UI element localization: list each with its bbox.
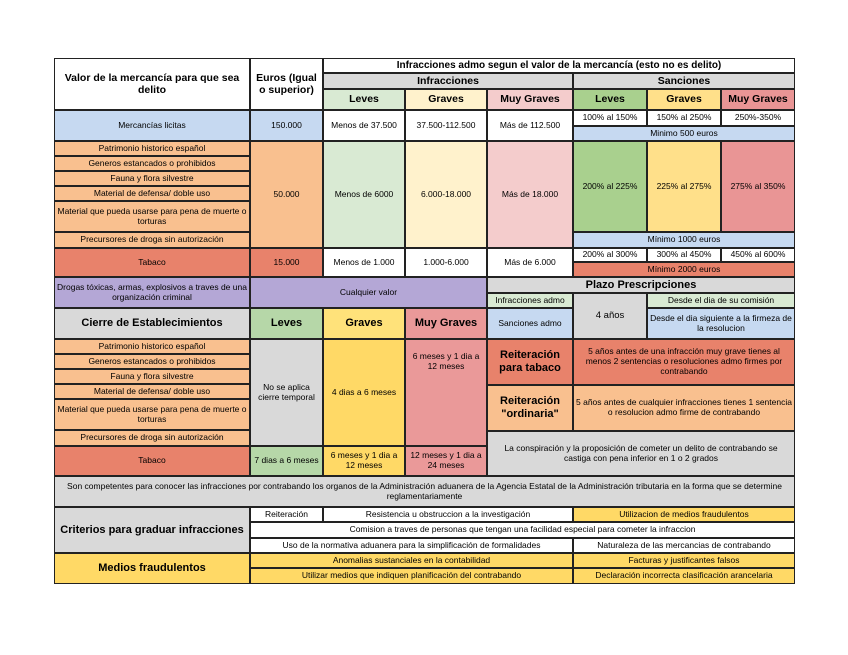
goods-item: Generos estancados o prohibidos — [54, 354, 250, 369]
general-inf-leves: Menos de 6000 — [323, 141, 405, 248]
header-san-leves: Leves — [573, 89, 647, 110]
goods-item: Precursores de droga sin autorización — [54, 430, 250, 446]
general-san-leves: 200% al 225% — [573, 141, 647, 232]
tabaco-san-muy: 450% al 600% — [721, 248, 795, 262]
conspiracion-text: La conspiración y la proposición de cometer un delito de contrabando se castiga con pena inferior en 1 o 2 grados — [487, 431, 795, 476]
licitas-san-graves: 150% al 250% — [647, 110, 721, 126]
goods-item: Material que pueda usarse para pena de muerte o torturas — [54, 399, 250, 430]
cierre-tabaco-muy: 12 meses y 1 dia a 24 meses — [405, 446, 487, 476]
cierre-leves: Leves — [250, 308, 323, 339]
plazo-anos: 4 años — [573, 293, 647, 339]
reiteracion-tabaco-label: Reiteración para tabaco — [487, 339, 573, 385]
cierre-muy-value: 6 meses y 1 dia a 12 meses — [405, 339, 487, 446]
cierre-title: Cierre de Establecimientos — [54, 308, 250, 339]
plazo-desde-comision: Desde el dia de su comisión — [647, 293, 795, 308]
general-inf-muy: Más de 18.000 — [487, 141, 573, 248]
plazo-desde-firmeza: Desde el dia siguiente a la firmeza de la resolucion — [647, 308, 795, 339]
criterios-reiteracion: Reiteración — [250, 507, 323, 522]
criterios-naturaleza: Naturaleza de las mercancias de contrabando — [573, 538, 795, 553]
medios-planificacion: Utilizar medios que indiquen planificación del contrabando — [250, 568, 573, 584]
plazo-san-admo: Sanciones admo — [487, 308, 573, 339]
header-sanciones: Sanciones — [573, 73, 795, 89]
header-valor: Valor de la mercancía para que sea delito — [54, 58, 250, 110]
header-inf-graves: Graves — [405, 89, 487, 110]
cierre-tabaco-leves: 7 dias a 6 meses — [250, 446, 323, 476]
licitas-san-leves: 100% al 150% — [573, 110, 647, 126]
plazo-title: Plazo Prescripciones — [487, 277, 795, 293]
goods-item: Precursores de droga sin autorización — [54, 232, 250, 248]
criterios-normativa: Uso de la normativa aduanera para la simplificación de formalidades — [250, 538, 573, 553]
tabaco-san-graves: 300% al 450% — [647, 248, 721, 262]
medios-anomalias: Anomalias sustanciales en la contabilidad — [250, 553, 573, 568]
general-san-graves: 225% al 275% — [647, 141, 721, 232]
general-euros: 50.000 — [250, 141, 323, 248]
goods-item: Fauna y flora silvestre — [54, 171, 250, 186]
reiteracion-ordinaria-text: 5 años antes de cualquier infracciones tienes 1 sentencia o resolucion admo firme de contrabando — [573, 385, 795, 431]
goods-item: Material de defensa/ doble uso — [54, 384, 250, 399]
general-san-muy: 275% al 350% — [721, 141, 795, 232]
infracciones-table — [54, 58, 795, 584]
licitas-inf-leves: Menos de 37.500 — [323, 110, 405, 141]
header-admin-title: Infracciones admo segun el valor de la mercancía (esto no es delito) — [323, 58, 795, 73]
goods-item: Patrimonio historico español — [54, 141, 250, 156]
goods-item: Material de defensa/ doble uso — [54, 186, 250, 201]
criterios-utilizacion: Utilizacion de medios fraudulentos — [573, 507, 795, 522]
header-inf-muy: Muy Graves — [487, 89, 573, 110]
tabaco-san-leves: 200% al 300% — [573, 248, 647, 262]
header-infracciones: Infracciones — [323, 73, 573, 89]
tabaco-inf-leves: Menos de 1.000 — [323, 248, 405, 277]
licitas-inf-graves: 37.500-112.500 — [405, 110, 487, 141]
header-san-graves: Graves — [647, 89, 721, 110]
goods-item: Fauna y flora silvestre — [54, 369, 250, 384]
header-inf-leves: Leves — [323, 89, 405, 110]
cierre-tabaco-label: Tabaco — [54, 446, 250, 476]
reiteracion-tabaco-text: 5 años antes de una infracción muy grave tienes al menos 2 sentencias o resoluciones admo firmes por contrabando — [573, 339, 795, 385]
header-san-muy: Muy Graves — [721, 89, 795, 110]
criterios-title: Criterios para graduar infracciones — [54, 507, 250, 553]
drogas-valor: Cualquier valor — [250, 277, 487, 308]
cierre-graves-value: 4 dias a 6 meses — [323, 339, 405, 446]
cierre-tabaco-graves: 6 meses y 1 dia a 12 meses — [323, 446, 405, 476]
licitas-minimo: Minimo 500 euros — [573, 126, 795, 141]
reiteracion-ordinaria-label: Reiteración "ordinaria" — [487, 385, 573, 431]
medios-declaracion: Declaración incorrecta clasificación arancelaria — [573, 568, 795, 584]
licitas-label: Mercancías licitas — [54, 110, 250, 141]
licitas-euros: 150.000 — [250, 110, 323, 141]
licitas-san-muy: 250%-350% — [721, 110, 795, 126]
criterios-comision: Comision a traves de personas que tengan una facilidad especial para cometer la infraccion — [250, 522, 795, 538]
licitas-inf-muy: Más de 112.500 — [487, 110, 573, 141]
goods-item: Generos estancados o prohibidos — [54, 156, 250, 171]
tabaco-label: Tabaco — [54, 248, 250, 277]
competentes-text: Son competentes para conocer las infracciones por contrabando los organos de la Administración aduanera de la Agencia Estatal de la Administración tributaria en la forma que se determine reglamentariamente — [54, 476, 795, 507]
tabaco-inf-muy: Más de 6.000 — [487, 248, 573, 277]
tabaco-inf-graves: 1.000-6.000 — [405, 248, 487, 277]
general-minimo: Mínimo 1000 euros — [573, 232, 795, 248]
header-euros: Euros (Igual o superior) — [250, 58, 323, 110]
drogas-label: Drogas tóxicas, armas, explosivos a traves de una organización criminal — [54, 277, 250, 308]
tabaco-minimo: Mínimo 2000 euros — [573, 262, 795, 277]
cierre-leves-value: No se aplica cierre temporal — [250, 339, 323, 446]
goods-item: Material que pueda usarse para pena de muerte o torturas — [54, 201, 250, 232]
tabaco-euros: 15.000 — [250, 248, 323, 277]
cierre-muy-graves: Muy Graves — [405, 308, 487, 339]
goods-item: Patrimonio historico español — [54, 339, 250, 354]
plazo-inf-admo: Infracciones admo — [487, 293, 573, 308]
medios-title: Medios fraudulentos — [54, 553, 250, 584]
criterios-resistencia: Resistencia u obstruccion a la investigación — [323, 507, 573, 522]
medios-facturas: Facturas y justificantes falsos — [573, 553, 795, 568]
cierre-graves: Graves — [323, 308, 405, 339]
general-inf-graves: 6.000-18.000 — [405, 141, 487, 248]
